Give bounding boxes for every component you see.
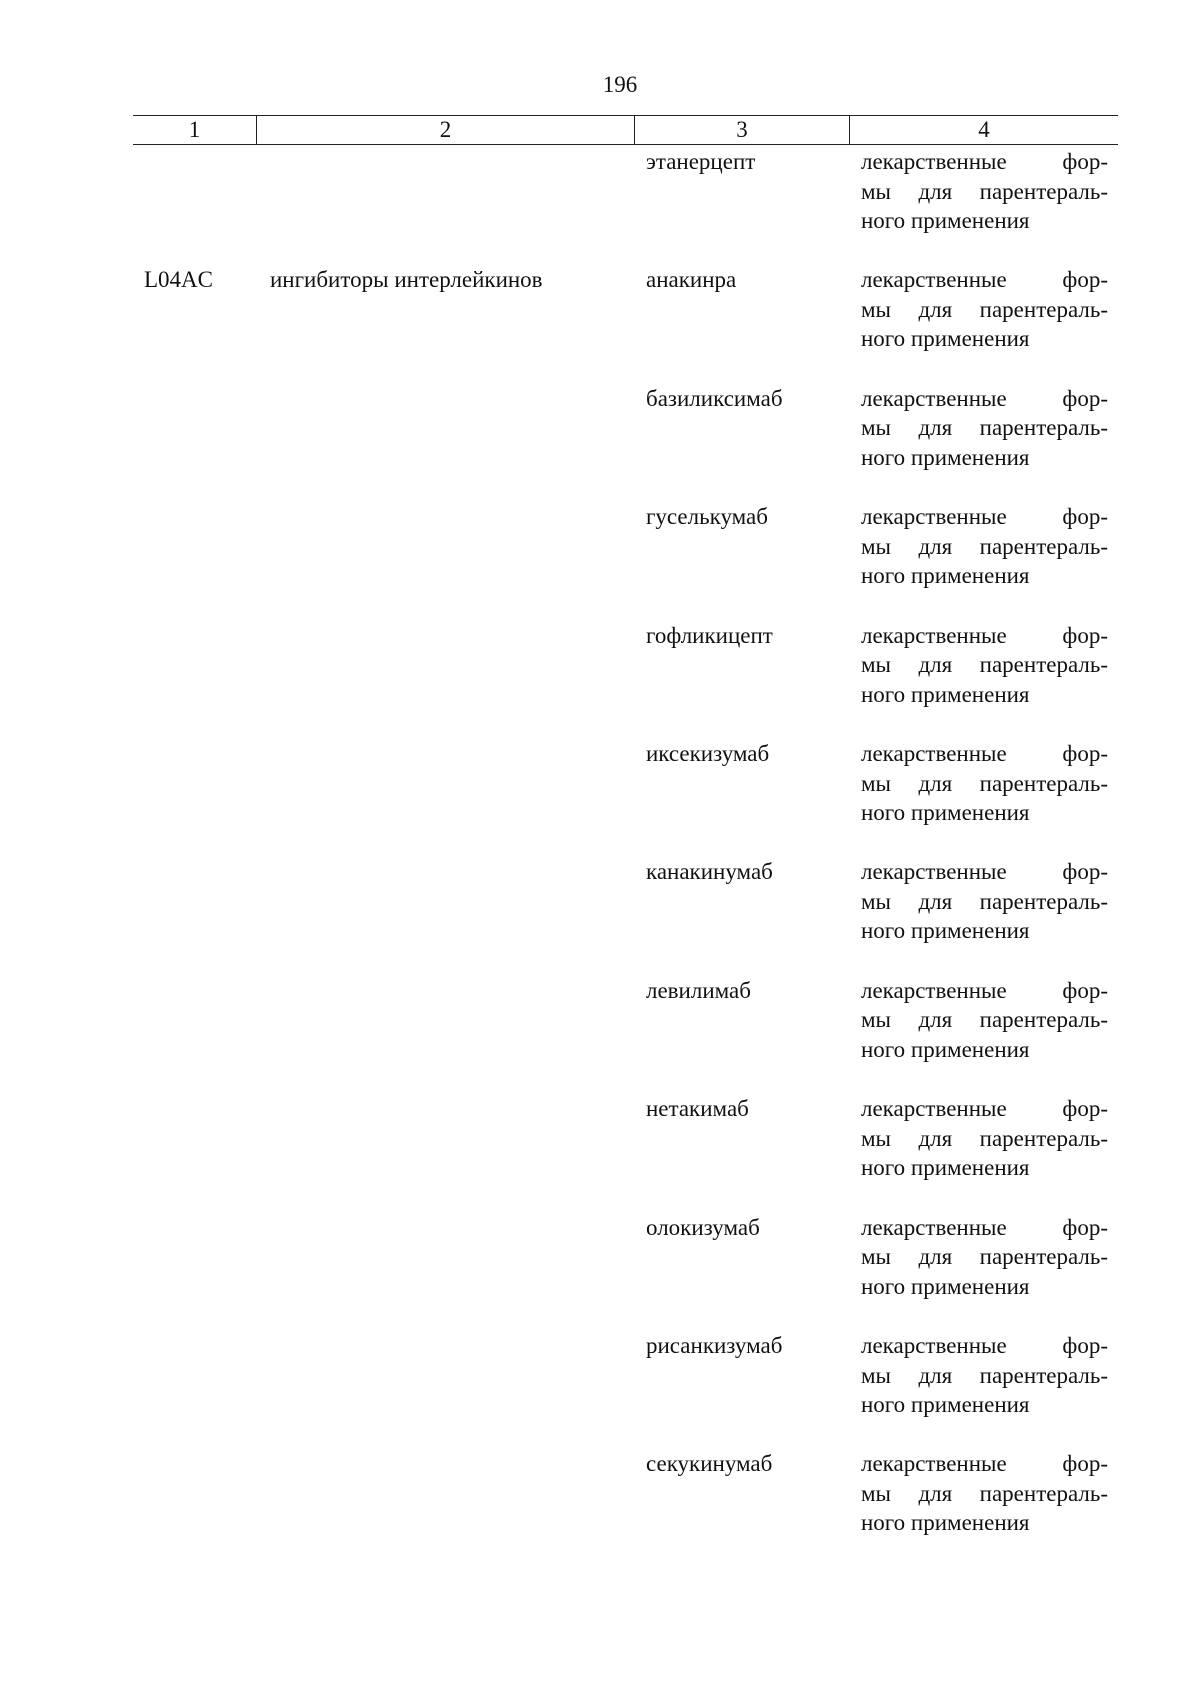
dosage-form-line: лекарственные фор-: [861, 1096, 1108, 1122]
dosage-form-line: ного применения: [861, 1036, 1030, 1062]
drug-name: иксекизумаб: [646, 741, 770, 766]
dosage-form-line: мы для парентераль-: [861, 1125, 1108, 1151]
dosage-form-line: мы для парентераль-: [861, 1007, 1108, 1033]
dosage-form-line: ного применения: [861, 563, 1030, 589]
drug-name: олокизумаб: [646, 1214, 760, 1240]
drug-name: секукинумаб: [646, 1451, 773, 1477]
drug-name: нетакимаб: [646, 1096, 749, 1122]
dosage-form: [861, 857, 1108, 946]
table-header: [133, 115, 1118, 145]
dosage-form-line: лекарственные фор-: [861, 149, 1108, 174]
dosage-form: [861, 502, 1108, 591]
drug-name: анакинра: [646, 267, 737, 293]
dosage-form: [861, 621, 1108, 710]
atc-code: L04AC: [144, 267, 213, 293]
dosage-form-line: ного применения: [861, 800, 1030, 825]
dosage-form-line: ного применения: [861, 1273, 1030, 1299]
dosage-form-line: ного применения: [861, 1510, 1030, 1536]
dosage-form: [861, 976, 1108, 1065]
drug-name: канакинумаб: [646, 859, 773, 885]
dosage-form-line: ного применения: [861, 918, 1030, 944]
dosage-form: [861, 147, 1108, 236]
dosage-form-line: лекарственные фор-: [861, 977, 1108, 1003]
header-col-2: 2: [257, 116, 635, 144]
dosage-form-line: лекарственные фор-: [861, 1333, 1108, 1358]
dosage-form: [861, 265, 1108, 354]
dosage-form-line: лекарственные фор-: [861, 385, 1108, 411]
dosage-form-line: мы для парентераль-: [861, 1244, 1108, 1270]
dosage-form-line: мы для парентераль-: [861, 296, 1108, 322]
dosage-form-line: мы для парентераль-: [861, 1480, 1108, 1506]
header-col-1: 1: [133, 116, 257, 144]
dosage-form-line: мы для парентераль-: [861, 415, 1108, 441]
drug-name: базиликсимаб: [646, 385, 783, 411]
dosage-form-line: мы для парентераль-: [861, 888, 1108, 914]
group-name: ингибиторы интерлейкинов: [270, 267, 543, 293]
drug-name: левилимаб: [646, 977, 751, 1003]
dosage-form: [861, 1331, 1108, 1420]
dosage-form: [861, 739, 1108, 828]
drug-name: гофликицепт: [646, 622, 773, 648]
dosage-form-line: лекарственные фор-: [861, 267, 1108, 293]
page-number: 196: [602, 72, 638, 97]
dosage-form-line: лекарственные фор-: [861, 741, 1108, 766]
dosage-form: [861, 1094, 1108, 1183]
dosage-form-line: ного применения: [861, 1392, 1030, 1417]
header-col-3: 3: [635, 116, 850, 144]
dosage-form-line: мы для парентераль-: [861, 533, 1108, 559]
dosage-form-line: лекарственные фор-: [861, 622, 1108, 648]
dosage-form-line: мы для парентераль-: [861, 178, 1108, 204]
dosage-form-line: лекарственные фор-: [861, 1214, 1108, 1240]
dosage-form-line: ного применения: [861, 326, 1030, 352]
drug-name: гуселькумаб: [646, 504, 768, 530]
dosage-form-line: ного применения: [861, 1155, 1030, 1181]
drug-name: рисанкизумаб: [646, 1333, 783, 1358]
dosage-form: [861, 384, 1108, 473]
dosage-form-line: лекарственные фор-: [861, 859, 1108, 885]
dosage-form: [861, 1449, 1108, 1538]
dosage-form-line: лекарственные фор-: [861, 1451, 1108, 1477]
drug-name: этанерцепт: [646, 149, 756, 174]
dosage-form-line: мы для парентераль-: [861, 1362, 1108, 1388]
dosage-form-line: мы для парентераль-: [861, 770, 1108, 796]
dosage-form: [861, 1213, 1108, 1302]
dosage-form-line: лекарственные фор-: [861, 504, 1108, 530]
dosage-form-line: ного применения: [861, 208, 1030, 233]
dosage-form-line: ного применения: [861, 444, 1030, 470]
dosage-form-line: ного применения: [861, 681, 1030, 707]
dosage-form-line: мы для парентераль-: [861, 652, 1108, 678]
header-col-4: 4: [978, 117, 990, 142]
